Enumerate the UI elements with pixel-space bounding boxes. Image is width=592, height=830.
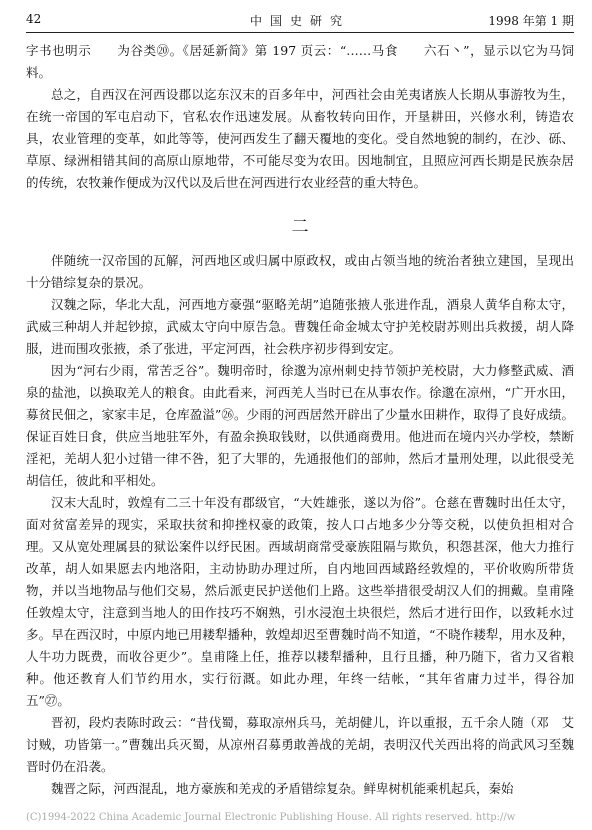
copyright-watermark: (C)1994-2022 China Academic Journal Electronic Publishing House. All rights reserved. http://w <box>26 812 516 823</box>
header-rule <box>26 32 574 33</box>
section-heading: 二 <box>291 217 309 237</box>
page-number: 42 <box>26 12 42 26</box>
running-header <box>26 10 574 32</box>
paragraph: 晋初，段灼表陈时政云：“昔伐蜀，募取凉州兵马，羌胡健儿，许以重报，五千余人随（邓 艾讨贼，功皆第一。”曹魏出兵灭蜀，从凉州召募勇敢善战的羌胡，表明汉代关西出将的尚武风习至魏晋时仍在沿袭。 <box>26 715 574 774</box>
article-body <box>26 40 574 800</box>
paragraph: 总之，自西汉在河西设郡以迄东汉末的百多年中，河西社会由羌夷诸族人长期从事游牧为生，在统一帝国的军屯启动下，官私农作迅速发展。从畜牧转向田作，开垦耕田，兴修水利，铸造农具，农业管理的变革，如此等等，使河西发生了翻天覆地的变化。受自然地貌的制约，在沙、砾、草原、绿洲相错其间的高原山原地带，不可能尽变为农田。因地制宜，且照应河西长期是民族杂居的传统，农牧兼作便成为汉代以及后世在河西进行农业经营的重大特色。 <box>26 87 574 190</box>
paragraph: 汉末大乱时，敦煌有二三十年没有郡级官，“大姓雄张，遂以为俗”。仓慈在曹魏时出任太守，面对贫富差异的现实，采取扶贫和抑挫权豪的政策，按人口占地多少分等交税，以使负担相对合理。又从宽处理属县的狱讼案件以纾民困。西域胡商常受豪族阻隔与欺负，积怨甚深，他大力推行改革，胡人如果愿去内地洛阳，主动协助办理过所，自内地回西域路经敦煌的，平价收购所带货物，并以当地物品与他们交易，然后派吏民护送他们上路。这些举措很受胡汉人们的拥戴。皇甫隆任敦煌太守，注意到当地人的田作技巧不娴熟，引水浸泡土块很烂，然后才进行田作，以致耗水过多。早在西汉时，中原内地已用耧犁播种，敦煌却迟至曹魏时尚不知道，“不晓作耧犁，用水及种，人牛功力既费，而收谷更少”。皇甫隆上任，推荐以耧犁播种，且行且播，种乃随下，省力又省粮种。他还教育人们节约用水，实行衍溉。如此办理，年终一结帐，“其年省庸力过半，得谷加五”㉗。 <box>26 495 574 708</box>
paragraph: 伴随统一汉帝国的瓦解，河西地区或归属中原政权，或由占领当地的统治者独立建国，呈现出十分错综复杂的景况。 <box>26 253 574 290</box>
paragraph: 因为“河右少雨，常苦乏谷”。魏明帝时，徐邈为凉州刺史持节领护羌校尉，大力修整武威、酒泉的盐池，以换取羌人的粮食。由此看来，河西羌人当时已在从事农作。徐邈在凉州，“广开水田，募贫民佃之，家家丰足，仓库盈溢”㉖。少雨的河西居然开辟出了少量水田耕作，取得了良好成绩。保证百姓日食，供应当地驻军外，有盈余换取钱财，以供通商费用。他进而在境内兴办学校，禁断淫祀，羌胡人犯小过错一律不咎，犯了大罪的，先通报他们的部帅，然后才量刑处理，以此很受羌胡信任，彼此和平相处。 <box>26 363 574 488</box>
paragraph: 魏晋之际，河西混乱，地方豪族和羌戎的矛盾错综复杂。鲜卑树机能乘机起兵，秦始 <box>51 781 514 796</box>
paragraph: 字书也明示 为谷类⑳。《居延新简》第 197 页云：“……马食 六石丶”，显示以它为马饲料。 <box>26 43 574 80</box>
paragraph: 汉魏之际，华北大乱，河西地方豪强“驱略羌胡”追随张掖人张进作乱，酒泉人黄华自称太守，武威三种胡人并起钞掠，武威太守向中原告急。曹魏任命金城太守护羌校尉苏则出兵救援，胡人降服，进而围攻张掖，杀了张进，平定河西，社会秩序初步得到安定。 <box>26 297 574 356</box>
journal-title: 中国史研究 <box>249 14 350 28</box>
issue-label: 1998 年第 1 期 <box>488 14 574 28</box>
